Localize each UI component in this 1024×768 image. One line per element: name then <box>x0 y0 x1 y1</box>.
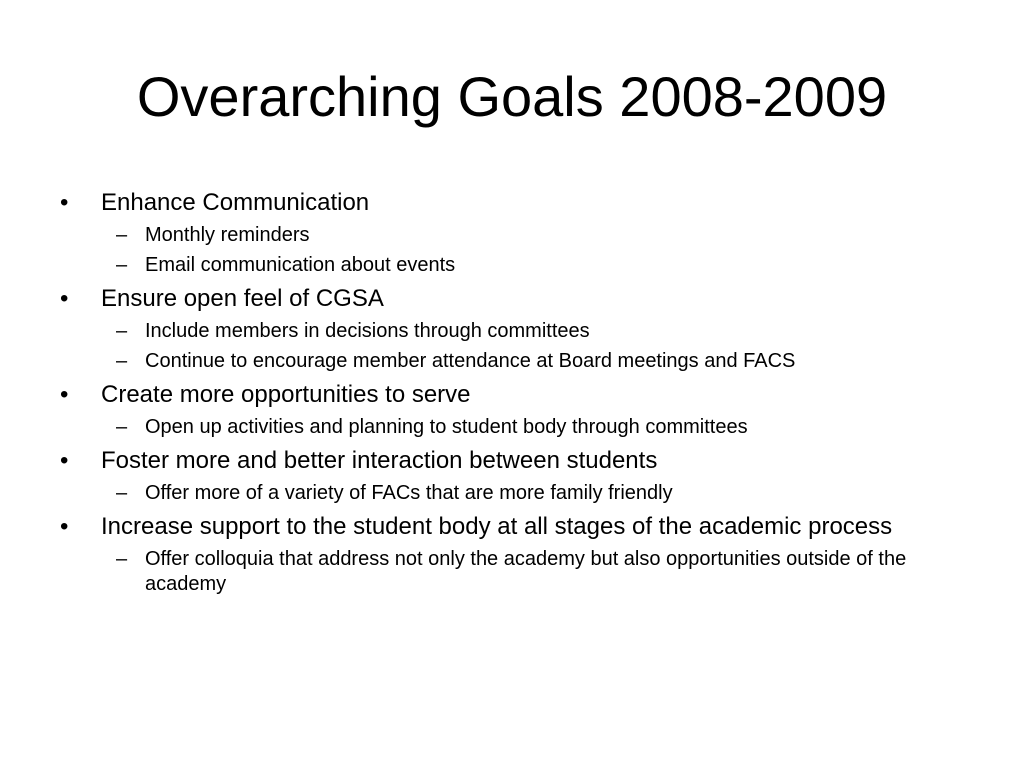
slide-title: Overarching Goals 2008-2009 <box>136 65 888 128</box>
sub-bullet-list <box>54 319 974 374</box>
bullet-list <box>54 182 974 597</box>
sub-bullet-item <box>54 415 974 440</box>
sub-bullet-item <box>54 253 974 278</box>
sub-bullet-marker: – <box>116 254 128 276</box>
bullet-item <box>54 445 974 506</box>
sub-bullet-text: Continue to encourage member attendance at Board meetings and FACS <box>145 350 796 372</box>
sub-bullet-text: Include members in decisions through committees <box>145 320 590 342</box>
sub-bullet-marker: – <box>116 224 128 246</box>
sub-bullet-text: Offer colloquia that address not only the academy but also opportunities outside of the academy <box>145 548 907 595</box>
bullet-item <box>54 283 974 374</box>
sub-bullet-marker: – <box>116 482 128 504</box>
sub-bullet-text: Email communication about events <box>145 254 456 276</box>
sub-bullet-item <box>54 223 974 248</box>
sub-bullet-item <box>54 547 974 597</box>
bullet-text: Foster more and better interaction between students <box>101 447 658 474</box>
bullet-text: Create more opportunities to serve <box>101 381 471 408</box>
bullet-item <box>54 511 974 597</box>
sub-bullet-list <box>54 415 974 440</box>
bullet-item <box>54 187 974 278</box>
sub-bullet-item <box>54 319 974 344</box>
sub-bullet-item <box>54 349 974 374</box>
sub-bullet-text: Open up activities and planning to student body through committees <box>145 416 748 438</box>
sub-bullet-list <box>54 223 974 278</box>
bullet-marker: • <box>60 189 69 216</box>
sub-bullet-marker: – <box>116 350 128 372</box>
bullet-text: Ensure open feel of CGSA <box>101 285 384 312</box>
bullet-marker: • <box>60 285 69 312</box>
sub-bullet-list <box>54 547 974 597</box>
bullet-marker: • <box>60 381 69 408</box>
sub-bullet-list <box>54 481 974 506</box>
sub-bullet-item <box>54 481 974 506</box>
sub-bullet-text: Monthly reminders <box>145 224 310 246</box>
bullet-text: Increase support to the student body at all stages of the academic process <box>101 513 893 540</box>
bullet-marker: • <box>60 447 69 474</box>
sub-bullet-marker: – <box>116 416 128 438</box>
sub-bullet-text: Offer more of a variety of FACs that are more family friendly <box>145 482 673 504</box>
bullet-marker: • <box>60 513 69 540</box>
sub-bullet-marker: – <box>116 548 128 570</box>
bullet-item <box>54 379 974 440</box>
sub-bullet-marker: – <box>116 320 128 342</box>
bullet-text: Enhance Communication <box>101 189 370 216</box>
